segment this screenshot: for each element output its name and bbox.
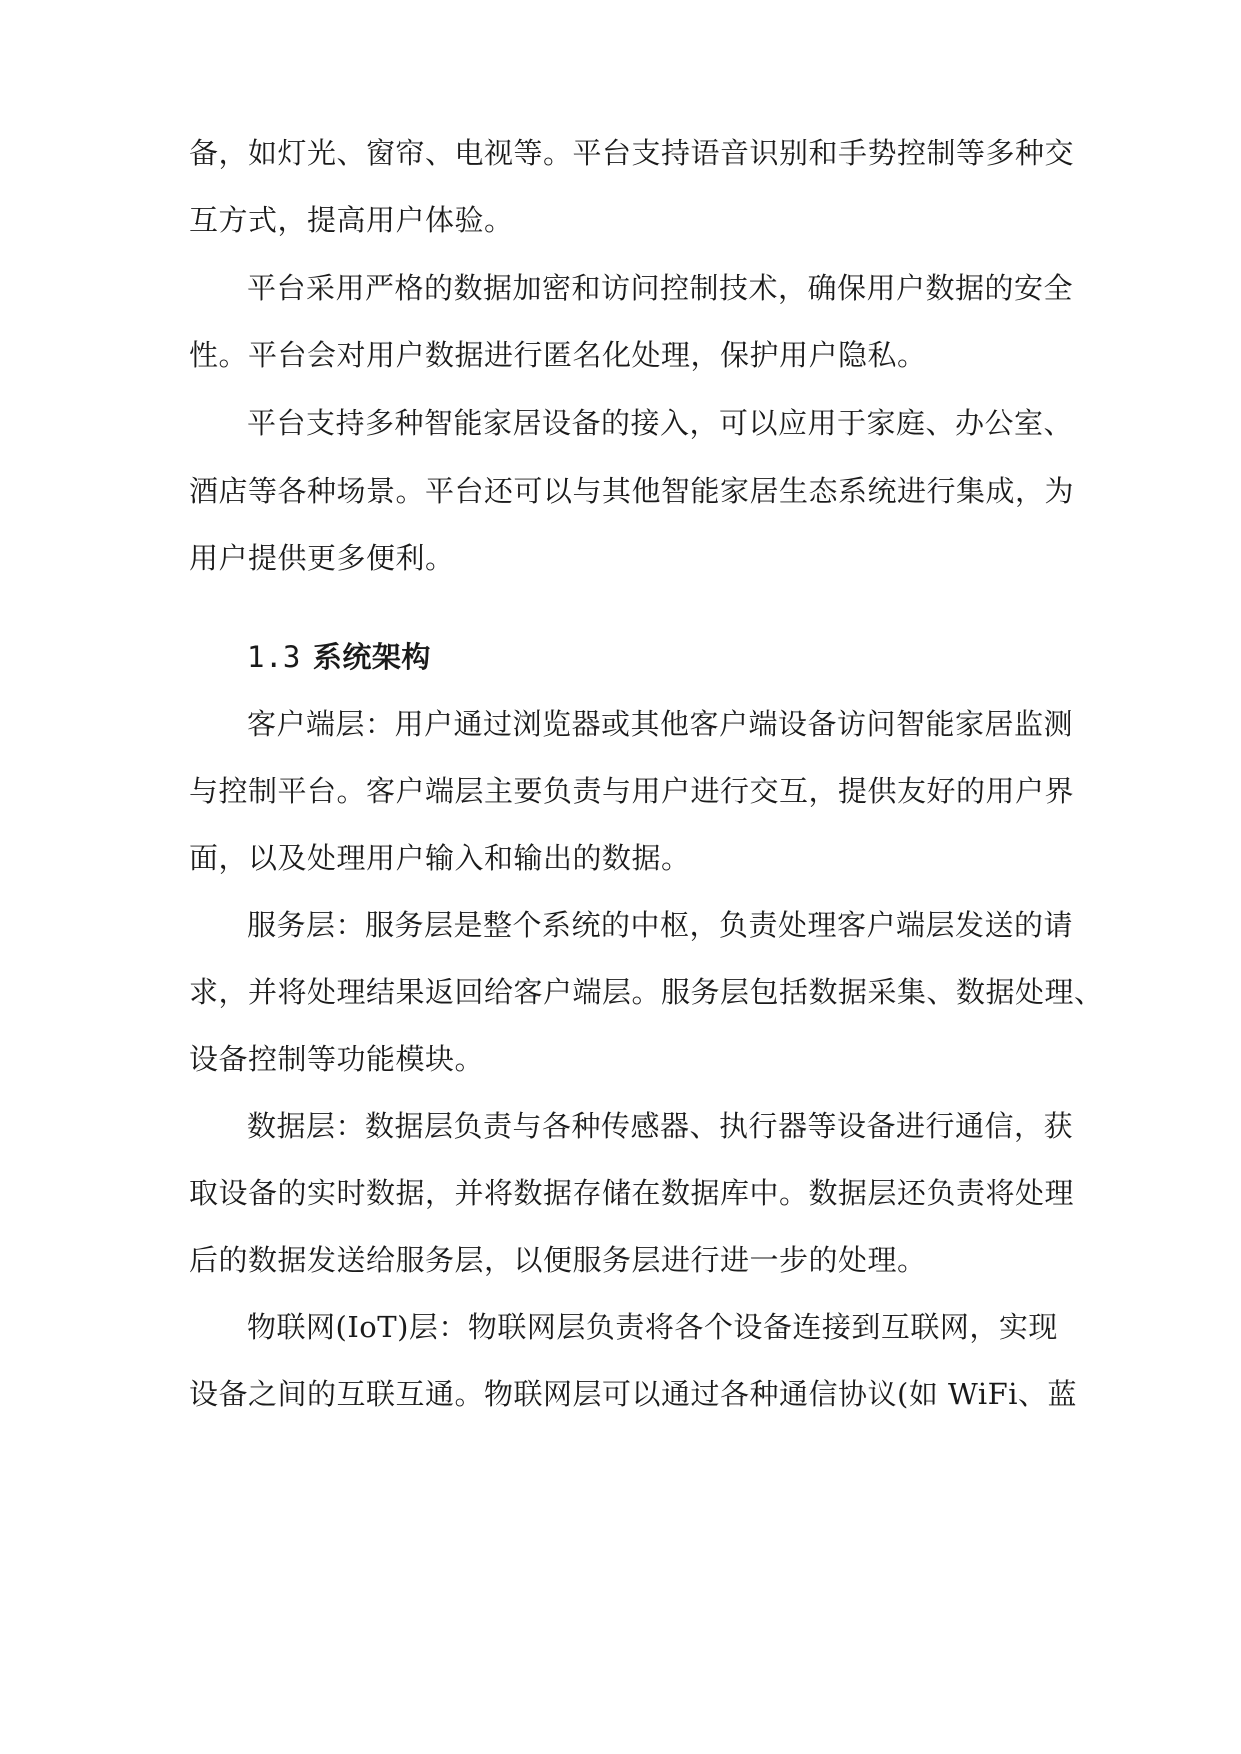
paragraph-line: 平台采用严格的数据加密和访问控制技术，确保用户数据的安全 <box>247 271 1074 305</box>
paragraph-line: 备，如灯光、窗帘、电视等。平台支持语音识别和手势控制等多种交 <box>189 136 1075 170</box>
section-title: 系统架构 <box>312 640 431 674</box>
paragraph-line: 平台支持多种智能家居设备的接入，可以应用于家庭、办公室、 <box>247 406 1074 440</box>
paragraph-line: 面，以及处理用户输入和输出的数据。 <box>189 841 691 875</box>
paragraph-line: 设备之间的互联互通。物联网层可以通过各种通信协议(如 WiFi、蓝 <box>189 1377 1078 1411</box>
paragraph-line: 客户端层：用户通过浏览器或其他客户端设备访问智能家居监测 <box>247 707 1074 741</box>
section-number: 1.3 <box>247 640 301 674</box>
paragraph-line: 求，并将处理结果返回给客户端层。服务层包括数据采集、数据处理、 <box>189 975 1104 1009</box>
paragraph-line: 设备控制等功能模块。 <box>189 1042 485 1076</box>
paragraph-line: 性。平台会对用户数据进行匿名化处理，保护用户隐私。 <box>189 338 927 372</box>
paragraph-line: 取设备的实时数据，并将数据存储在数据库中。数据层还负责将处理 <box>189 1176 1075 1210</box>
paragraph-line: 酒店等各种场景。平台还可以与其他智能家居生态系统进行集成，为 <box>189 474 1075 508</box>
paragraph-line: 物联网(IoT)层：物联网层负责将各个设备连接到互联网，实现 <box>247 1310 1058 1344</box>
paragraph-line: 与控制平台。客户端层主要负责与用户进行交互，提供友好的用户界 <box>189 774 1075 808</box>
paragraph-line: 后的数据发送给服务层，以便服务层进行进一步的处理。 <box>189 1243 927 1277</box>
paragraph-line: 数据层：数据层负责与各种传感器、执行器等设备进行通信，获 <box>247 1109 1074 1143</box>
section-heading <box>247 637 431 677</box>
paragraph-line: 用户提供更多便利。 <box>189 541 455 575</box>
paragraph-line: 互方式，提高用户体验。 <box>189 203 514 237</box>
paragraph-line: 服务层：服务层是整个系统的中枢，负责处理客户端层发送的请 <box>247 908 1074 942</box>
